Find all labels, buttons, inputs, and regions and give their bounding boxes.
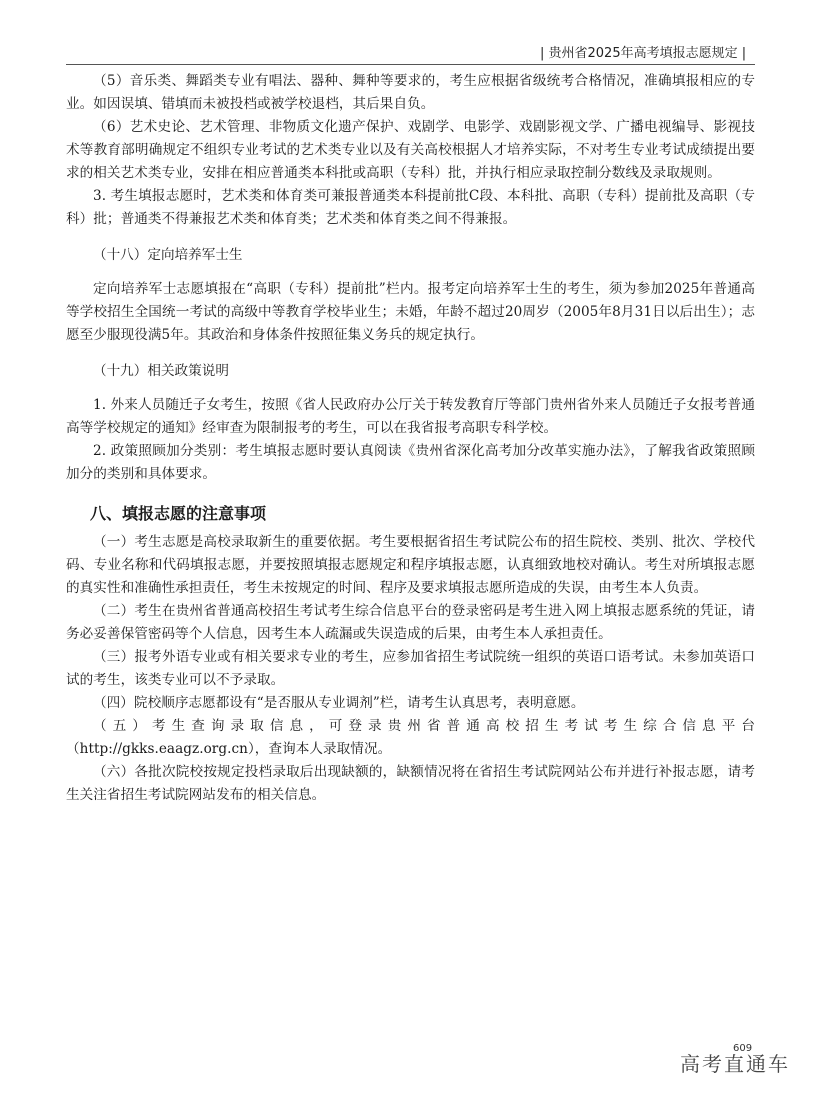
paragraph: 定向培养军士志愿填报在“高职（专科）提前批”栏内。报考定向培养军士生的考生，须为参加2025年普通高等学校招生全国统一考试的高级中等教育学校毕业生；未婚，年龄不超过20周岁（2005年8月31日以后出生）；志愿至少服现役满5年。其政治和身体条件按照征集义务兵的规定执行。 <box>66 281 755 343</box>
paragraph: 2. 政策照顾加分类别：考生填报志愿时要认真阅读《贵州省深化高考加分改革实施办法》，了解我省政策照顾加分的类别和具体要求。 <box>66 443 755 482</box>
paragraph: （三）报考外语专业或有相关要求专业的考生，应参加省招生考试院统一组织的英语口语考试。未参加英语口试的考生，该类专业可以不予录取。 <box>66 649 755 688</box>
document-body <box>66 70 755 807</box>
paragraph: （五）考生查询录取信息，可登录贵州省普通高校招生考试考生综合信息平台（http://gkks.eaagz.org.cn），查询本人录取情况。 <box>66 718 755 757</box>
section-8-title: 八、填报志愿的注意事项 <box>90 504 267 523</box>
paragraph: （二）考生在贵州省普通高校招生考试考生综合信息平台的登录密码是考生进入网上填报志愿系统的凭证，请务必妥善保管密码等个人信息，因考生本人疏漏或失误造成的后果，由考生本人承担责任。 <box>66 603 755 642</box>
paragraph: （一）考生志愿是高校录取新生的重要依据。考生要根据省招生考试院公布的招生院校、类别、批次、学校代码、专业名称和代码填报志愿，并要按照填报志愿规定和程序填报志愿，认真细致地校对确认。考生对所填报志愿的真实性和准确性承担责任，考生未按规定的时间、程序及要求填报志愿所造成的失误，由考生本人负责。 <box>66 534 755 596</box>
section-18-heading: （十八）定向培养军士生 <box>93 247 243 263</box>
paragraph: （六）各批次院校按规定投档录取后出现缺额的，缺额情况将在省招生考试院网站公布并进行补报志愿，请考生关注省招生考试院网站发布的相关信息。 <box>66 764 755 803</box>
paragraph: 3. 考生填报志愿时，艺术类和体育类可兼报普通类本科提前批C段、本科批、高职（专科）提前批及高职（专科）批；普通类不得兼报艺术类和体育类；艺术类和体育类之间不得兼报。 <box>66 188 755 227</box>
header-divider <box>66 64 755 65</box>
paragraph: （四）院校顺序志愿都设有“是否服从专业调剂”栏，请考生认真思考，表明意愿。 <box>93 695 585 711</box>
paragraph: 1. 外来人员随迁子女考生，按照《省人民政府办公厅关于转发教育厅等部门贵州省外来人员随迁子女报考普通高等学校规定的通知》经审查为限制报考的考生，可以在我省报考高职专科学校。 <box>66 397 755 436</box>
watermark-logo: 高考直通车 <box>680 1052 790 1076</box>
section-19-heading: （十九）相关政策说明 <box>93 363 229 379</box>
paragraph: （5）音乐类、舞蹈类专业有唱法、器种、舞种等要求的，考生应根据省级统考合格情况，准确填报相应的专业。如因误填、错填而未被投档或被学校退档，其后果自负。 <box>66 73 755 112</box>
running-header: | 贵州省2025年高考填报志愿规定 | <box>540 46 747 61</box>
paragraph: （6）艺术史论、艺术管理、非物质文化遗产保护、戏剧学、电影学、戏剧影视文学、广播电视编导、影视技术等教育部明确规定不组织专业考试的艺术类专业以及有关高校根据人才培养实际，不对考生专业考试成绩提出要求的相关艺术类专业，安排在相应普通类本科批或高职（专科）批，并执行相应录取控制分数线及录取规则。 <box>66 119 755 181</box>
page-number: 609 <box>733 1043 753 1054</box>
